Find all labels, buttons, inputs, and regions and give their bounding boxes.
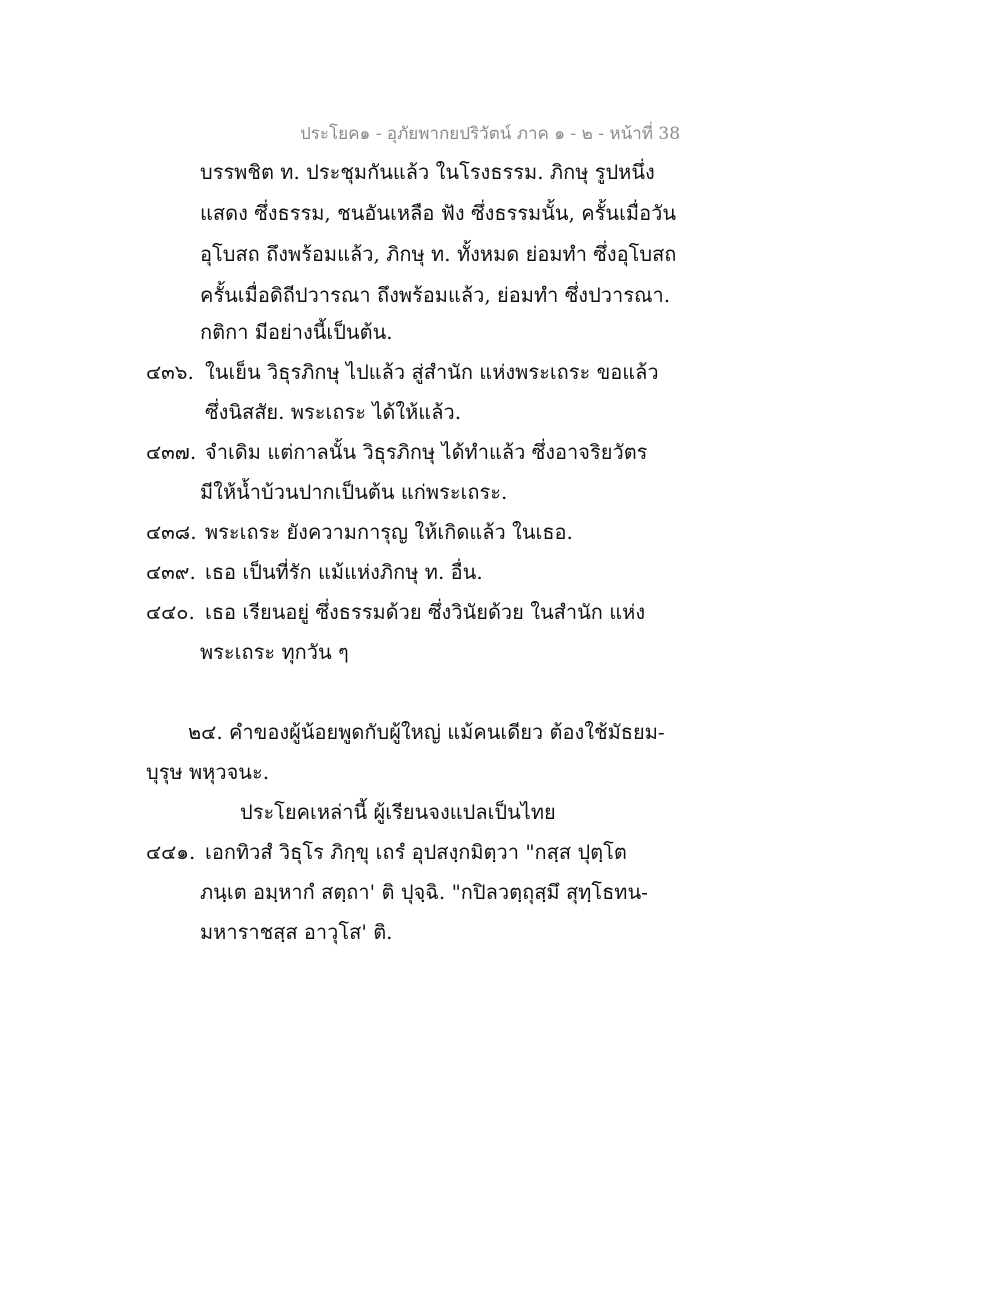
exercise-line: เอกทิวสํ วิธุโร ภิกฺขุ เถรํ อุปสงฺกมิตฺวา "กสฺส ปุตฺโต [205, 840, 627, 864]
item-number: ๔๔๐. [146, 600, 195, 624]
exercise-line: ภนฺเต อมฺหากํ สตฺถา' ติ ปุจฺฉิ. "กปิลวตฺถุสฺมึ สุทฺโธทน- [200, 880, 648, 904]
item-line: พระเถระ ทุกวัน ๆ [200, 640, 349, 664]
item-line: พระเถระ ยังความการุญ ให้เกิดแล้ว ในเธอ. [205, 520, 573, 544]
exercise-line: มหาราชสฺส อาวุโส' ติ. [200, 920, 393, 944]
section-heading: ๒๔. คำของผู้น้อยพูดกับผู้ใหญ่ แม้คนเดียว ต้องใช้มัธยม- [188, 720, 665, 744]
running-header: ประโยค๑ - อุภัยพากยปริวัตน์ ภาค ๑ - ๒ - หน้าที่ 38 [300, 124, 681, 144]
section-heading-continued: บุรุษ พหุวจนะ. [146, 760, 270, 784]
item-line: ซึ่งนิสสัย. พระเถระ ได้ให้แล้ว. [205, 400, 462, 424]
intro-line-2: แสดง ซึ่งธรรม, ชนอันเหลือ ฟัง ซึ่งธรรมนั้น, ครั้นเมื่อวัน [200, 201, 676, 225]
item-line: ในเย็น วิธุรภิกษุ ไปแล้ว สู่สำนัก แห่งพระเถระ ขอแล้ว [205, 360, 659, 384]
intro-line-5: กติกา มีอย่างนี้เป็นต้น. [200, 320, 393, 344]
exercise-number: ๔๔๑. [146, 840, 196, 864]
item-number: ๔๓๙. [146, 560, 196, 584]
item-line: จำเดิม แต่กาลนั้น วิธุรภิกษุ ได้ทำแล้ว ซึ่งอาจริยวัตร [205, 440, 648, 464]
item-line: เธอ เรียนอยู่ ซึ่งธรรมด้วย ซึ่งวินัยด้วย ในสำนัก แห่ง [205, 600, 646, 624]
item-line: เธอ เป็นที่รัก แม้แห่งภิกษุ ท. อื่น. [205, 560, 483, 584]
item-number: ๔๓๘. [146, 520, 197, 544]
item-line: มีให้น้ำบ้วนปากเป็นต้น แก่พระเถระ. [200, 480, 508, 504]
item-number: ๔๓๖. [146, 360, 194, 384]
intro-line-3: อุโบสถ ถึงพร้อมแล้ว, ภิกษุ ท. ทั้งหมด ย่อมทำ ซึ่งอุโบสถ [200, 242, 677, 266]
intro-line-1: บรรพชิต ท. ประชุมกันแล้ว ในโรงธรรม. ภิกษุ รูปหนึ่ง [200, 160, 655, 184]
item-number: ๔๓๗. [146, 440, 197, 464]
section-instruction: ประโยคเหล่านี้ ผู้เรียนจงแปลเป็นไทย [240, 800, 556, 824]
intro-line-4: ครั้นเมื่อดิถีปวารณา ถึงพร้อมแล้ว, ย่อมทำ ซึ่งปวารณา. [200, 283, 671, 307]
